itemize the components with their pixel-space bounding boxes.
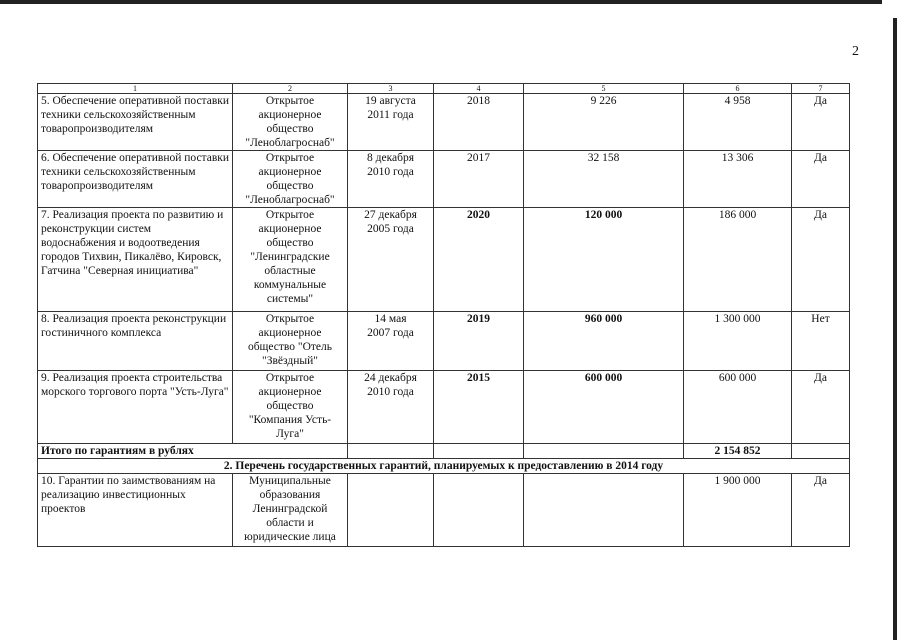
- decision-date: [348, 474, 434, 547]
- recourse-flag: Да: [792, 151, 850, 208]
- principal-name: Открытое акционерное общество "Ленинградские областные коммунальные системы": [233, 208, 348, 312]
- right-scan-border: [893, 18, 897, 640]
- year: 2018: [434, 94, 524, 151]
- guarantees-table: [37, 83, 850, 547]
- guarantee-amount: 1 300 000: [684, 312, 792, 371]
- guarantee-amount: 4 958: [684, 94, 792, 151]
- amount: 960 000: [524, 312, 684, 371]
- column-number: 1: [38, 84, 233, 94]
- decision-date: 8 декабря 2010 года: [348, 151, 434, 208]
- year: 2020: [434, 208, 524, 312]
- amount: 600 000: [524, 371, 684, 444]
- section-2-title: 2. Перечень государственных гарантий, планируемых к предоставлению в 2014 году: [38, 459, 850, 474]
- year: 2017: [434, 151, 524, 208]
- amount: 32 158: [524, 151, 684, 208]
- table-row: [38, 151, 850, 208]
- column-number: 6: [684, 84, 792, 94]
- empty-cell: [434, 444, 524, 459]
- project-name: 8. Реализация проекта реконструкции гостиничного комплекса: [38, 312, 233, 371]
- table-row: [38, 208, 850, 312]
- guarantee-amount: 1 900 000: [684, 474, 792, 547]
- empty-cell: [792, 444, 850, 459]
- total-value: 2 154 852: [684, 444, 792, 459]
- total-label: Итого по гарантиям в рублях: [38, 444, 348, 459]
- decision-date: 24 декабря 2010 года: [348, 371, 434, 444]
- amount: [524, 474, 684, 547]
- column-number: 4: [434, 84, 524, 94]
- column-numbers-row: [38, 84, 850, 94]
- total-row: [38, 444, 850, 459]
- column-number: 3: [348, 84, 434, 94]
- empty-cell: [524, 444, 684, 459]
- table-row: [38, 94, 850, 151]
- decision-date: 27 декабря 2005 года: [348, 208, 434, 312]
- section-title-row: [38, 459, 850, 474]
- recourse-flag: Да: [792, 94, 850, 151]
- amount: 9 226: [524, 94, 684, 151]
- year: 2015: [434, 371, 524, 444]
- recourse-flag: Да: [792, 474, 850, 547]
- decision-date: 19 августа 2011 года: [348, 94, 434, 151]
- principal-name: Открытое акционерное общество "Отель "Звёздный": [233, 312, 348, 371]
- recourse-flag: Да: [792, 371, 850, 444]
- table-row: [38, 474, 850, 547]
- project-name: 6. Обеспечение оперативной поставки техники сельскохозяйственным товаропроизводителям: [38, 151, 233, 208]
- table-row: [38, 371, 850, 444]
- project-name: 5. Обеспечение оперативной поставки техники сельскохозяйственным товаропроизводителям: [38, 94, 233, 151]
- recourse-flag: Да: [792, 208, 850, 312]
- column-number: 2: [233, 84, 348, 94]
- page-number: 2: [852, 44, 859, 59]
- column-number: 5: [524, 84, 684, 94]
- guarantee-amount: 13 306: [684, 151, 792, 208]
- recourse-flag: Нет: [792, 312, 850, 371]
- guarantee-amount: 186 000: [684, 208, 792, 312]
- year: 2019: [434, 312, 524, 371]
- column-number: 7: [792, 84, 850, 94]
- project-name: 7. Реализация проекта по развитию и реконструкции систем водоснабжения и водоотведения городов Тихвин, Пикалёво, Кировск, Гатчина "Северная инициатива": [38, 208, 233, 312]
- table-row: [38, 312, 850, 371]
- project-name: 10. Гарантии по заимствованиям на реализацию инвестиционных проектов: [38, 474, 233, 547]
- decision-date: 14 мая 2007 года: [348, 312, 434, 371]
- top-scan-border: [0, 0, 882, 4]
- amount: 120 000: [524, 208, 684, 312]
- principal-name: Открытое акционерное общество "Леноблагроснаб": [233, 94, 348, 151]
- guarantee-amount: 600 000: [684, 371, 792, 444]
- principal-name: Муниципальные образования Ленинградской области и юридические лица: [233, 474, 348, 547]
- principal-name: Открытое акционерное общество "Леноблагроснаб": [233, 151, 348, 208]
- empty-cell: [348, 444, 434, 459]
- year: [434, 474, 524, 547]
- principal-name: Открытое акционерное общество "Компания Усть- Луга": [233, 371, 348, 444]
- project-name: 9. Реализация проекта строительства морского торгового порта "Усть-Луга": [38, 371, 233, 444]
